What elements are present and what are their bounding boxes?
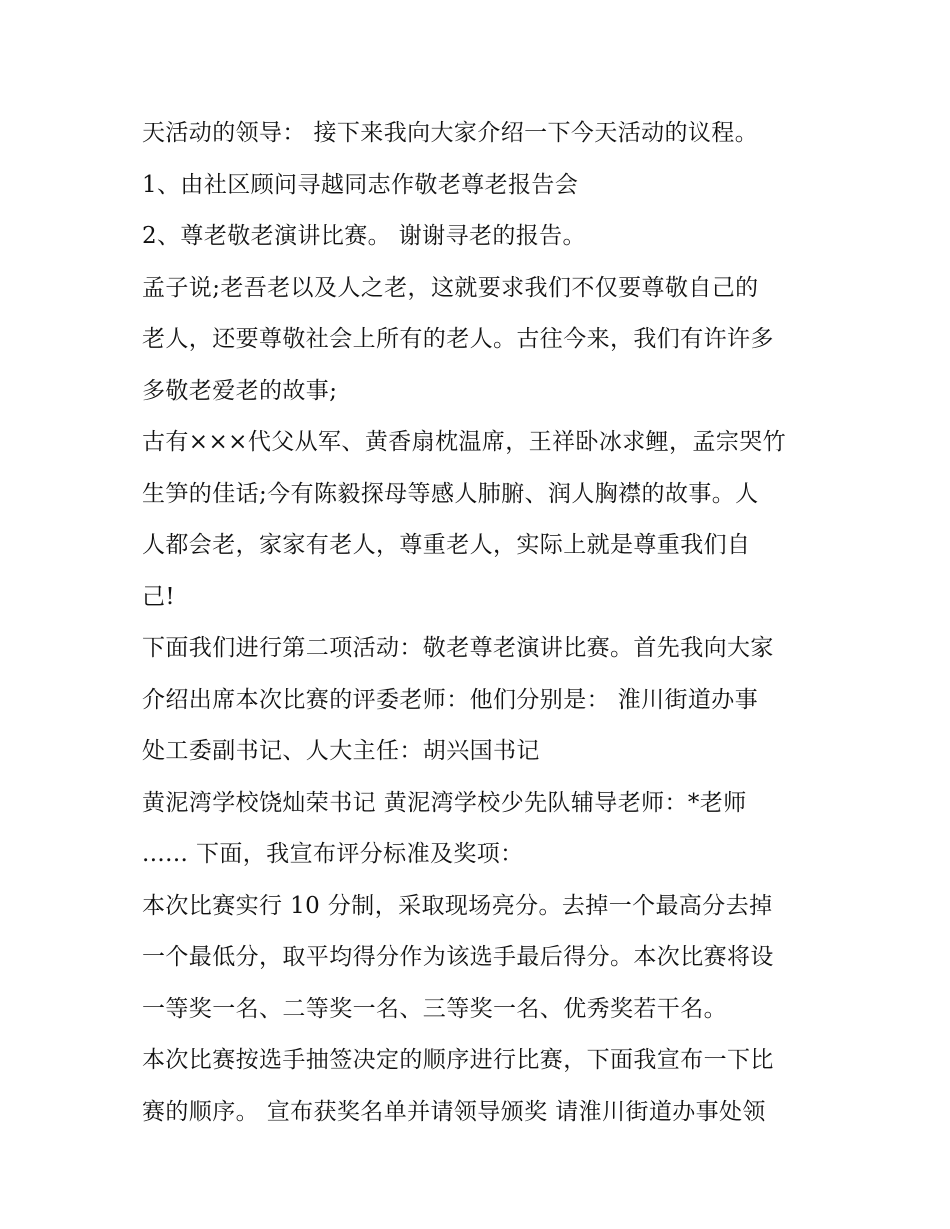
text-line-1: 天活动的领导： 接下来我向大家介绍一下今天活动的议程。 bbox=[142, 120, 759, 146]
text-line-17: 一个最低分，取平均得分作为该选手最后得分。本次比赛将设 bbox=[142, 944, 774, 970]
text-line-18: 一等奖一名、二等奖一名、三等奖一名、优秀奖若干名。 bbox=[142, 995, 727, 1022]
text-line-11: 下面我们进行第二项活动：敬老尊老演讲比赛。首先我向大家 bbox=[142, 635, 774, 661]
text-line-16: 本次比赛实行 10 分制，采取现场亮分。去掉一个最高分去掉 bbox=[142, 892, 773, 919]
text-line-14: 黄泥湾学校饶灿荣书记 黄泥湾学校少先队辅导老师：*老师 bbox=[142, 789, 747, 816]
text-line-7: 古有×××代父从军、黄香扇枕温席，王祥卧冰求鲤，孟宗哭竹 bbox=[142, 429, 787, 455]
text-line-3: 2、尊老敬老演讲比赛。 谢谢寻老的报告。 bbox=[142, 223, 586, 249]
text-line-9: 人都会老，家家有老人，尊重老人，实际上就是尊重我们自 bbox=[142, 532, 751, 558]
text-line-20: 赛的顺序。 宣布获奖名单并请领导颁奖 请淮川街道办事处领 bbox=[142, 1098, 766, 1125]
text-line-2: 1、由社区顾问寻越同志作敬老尊老报告会 bbox=[142, 171, 579, 198]
text-line-10: 己! bbox=[142, 583, 176, 610]
text-line-15: ...... 下面，我宣布评分标准及奖项： bbox=[142, 841, 524, 867]
text-line-19: 本次比赛按选手抽签决定的顺序进行比赛，下面我宣布一下比 bbox=[142, 1047, 774, 1073]
text-line-12: 介绍出席本次比赛的评委老师：他们分别是： 淮川街道办事 bbox=[142, 686, 759, 713]
text-line-8: 生笋的佳话;今有陈毅探母等感人肺腑、润人胸襟的故事。人 bbox=[142, 480, 759, 507]
text-line-13: 处工委副书记、人大主任：胡兴国书记 bbox=[142, 738, 540, 764]
document-body-text bbox=[142, 108, 822, 1138]
text-line-6: 多敬老爱老的故事; bbox=[142, 377, 338, 404]
text-line-4: 孟子说;老吾老以及人之老，这就要求我们不仅要尊敬自己的 bbox=[142, 274, 759, 301]
text-line-5: 老人，还要尊敬社会上所有的老人。古往今来，我们有许许多 bbox=[142, 326, 774, 352]
